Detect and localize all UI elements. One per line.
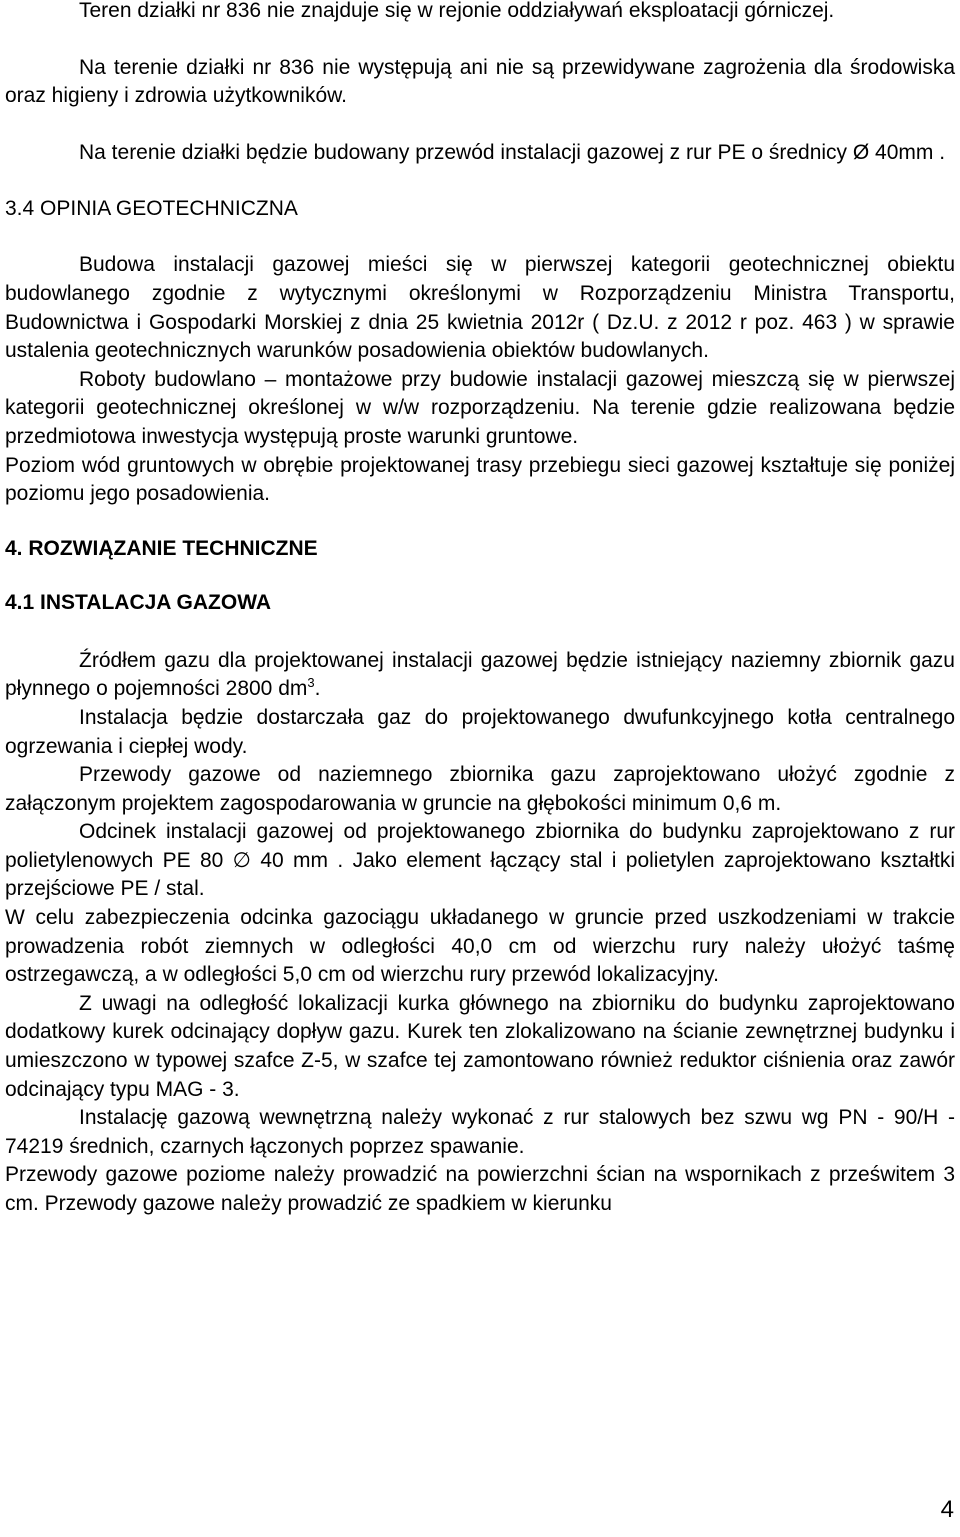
page-number: 4 bbox=[940, 1496, 954, 1523]
gas-source-end: . bbox=[314, 677, 321, 701]
paragraph-gas-source bbox=[5, 647, 955, 704]
paragraph-pipe-diameter: Na terenie działki będzie budowany przewód instalacji gazowej z rur PE o średnicy Ø 40mm . bbox=[79, 140, 946, 164]
paragraph-horizontal-pipes: Przewody gazowe poziome należy prowadzić na powierzchni ścian na wspornikach z prześwitem 3 cm. Przewody gazowe należy prowadzić ze spadkiem w kierunku bbox=[5, 1163, 955, 1215]
document-page bbox=[5, 0, 955, 1219]
spacer bbox=[5, 563, 955, 589]
spacer bbox=[5, 167, 955, 195]
paragraph-warning-tape: W celu zabezpieczenia odcinka gazociągu układanego w gruncie przed uszkodzeniami w trakcie prowadzenia robót ziemnych w odległości 40,0 cm od wierzchu rury należy ułożyć taśmę ostrzegawczą, a w odległości 5,0 cm od wierzchu rury przewód lokalizacyjny. bbox=[5, 906, 955, 987]
paragraph-groundwater: Poziom wód gruntowych w obrębie projektowanej trasy przebiegu sieci gazowej kształtuje się poniżej poziomu jego posadowienia. bbox=[5, 453, 955, 506]
gas-source-text: Źródłem gazu dla projektowanej instalacji gazowej będzie istniejący naziemny zbiornik gazu płynnego o pojemności 2800 dm bbox=[5, 648, 955, 701]
paragraph-geo-works: Roboty budowlano – montażowe przy budowie instalacji gazowej mieszczą się w pierwszej kategorii geotechnicznej określonej w w/w rozporządzeniu. Na terenie gdzie realizowana będzie przedmiotowa inwestycja występują proste warunki gruntowe. bbox=[5, 367, 955, 448]
heading-gas-installation: 4.1 INSTALACJA GAZOWA bbox=[5, 590, 272, 614]
paragraph-main-valve: Z uwagi na odległość lokalizacji kurka głównego na zbiorniku do budynku zaprojektowano dodatkowy kurek odcinający dopływ gazu. Kurek ten zlokalizowano na ścianie zewnętrznej budynku i umieszczono w typowej szafce Z-5, w szafce tej zamontowano również reduktor ciśnienia oraz zawór odcinający typu MAG - 3. bbox=[5, 991, 955, 1101]
spacer bbox=[5, 617, 955, 647]
spacer bbox=[5, 26, 955, 54]
spacer bbox=[5, 509, 955, 535]
paragraph-boiler: Instalacja będzie dostarczała gaz do projektowanego dwufunkcyjnego kotła centralnego ogrzewania i ciepłej wody. bbox=[5, 705, 955, 758]
heading-technical-solution: 4. ROZWIĄZANIE TECHNICZNE bbox=[5, 536, 318, 560]
paragraph-geo-category: Budowa instalacji gazowej mieści się w pierwszej kategorii geotechnicznej obiektu budowlanego zgodnie z wytycznymi określonymi w Rozporządzeniu Ministra Transportu, Budownictwa i Gospodarki Morskiej z dnia 25 kwietnia 2012r ( Dz.U. z 2012 r poz. 463 ) w sprawie ustalenia geotechnicznych warunków posadowienia obiektów budowlanych. bbox=[5, 253, 955, 363]
heading-geotechnical-opinion: 3.4 OPINIA GEOTECHNICZNA bbox=[5, 197, 298, 221]
superscript-cubic: 3 bbox=[307, 675, 315, 691]
spacer bbox=[5, 223, 955, 251]
paragraph-pipe-section: Odcinek instalacji gazowej od projektowanego zbiornika do budynku zaprojektowano z rur polietylenowych PE 80 ∅ 40 mm . Jako element łączący stal i polietylen zaprojektowano kształtki przejściowe PE / stal. bbox=[5, 820, 955, 901]
paragraph-hazards: Na terenie działki nr 836 nie występują ani nie są przewidywane zagrożenia dla środowiska oraz higieny i zdrowia użytkowników. bbox=[5, 55, 955, 108]
paragraph-pipe-depth: Przewody gazowe od naziemnego zbiornika gazu zaprojektowano ułożyć zgodnie z załączonym projektem zagospodarowania w gruncie na głębokości minimum 0,6 m. bbox=[5, 763, 955, 815]
paragraph-mining: Teren działki nr 836 nie znajduje się w rejonie oddziaływań eksploatacji górniczej. bbox=[79, 0, 835, 22]
spacer bbox=[5, 111, 955, 139]
paragraph-internal-installation: Instalację gazową wewnętrzną należy wykonać z rur stalowych bez szwu wg PN - 90/H - 74219 średnich, czarnych łączonych poprzez spawanie. bbox=[5, 1106, 955, 1158]
